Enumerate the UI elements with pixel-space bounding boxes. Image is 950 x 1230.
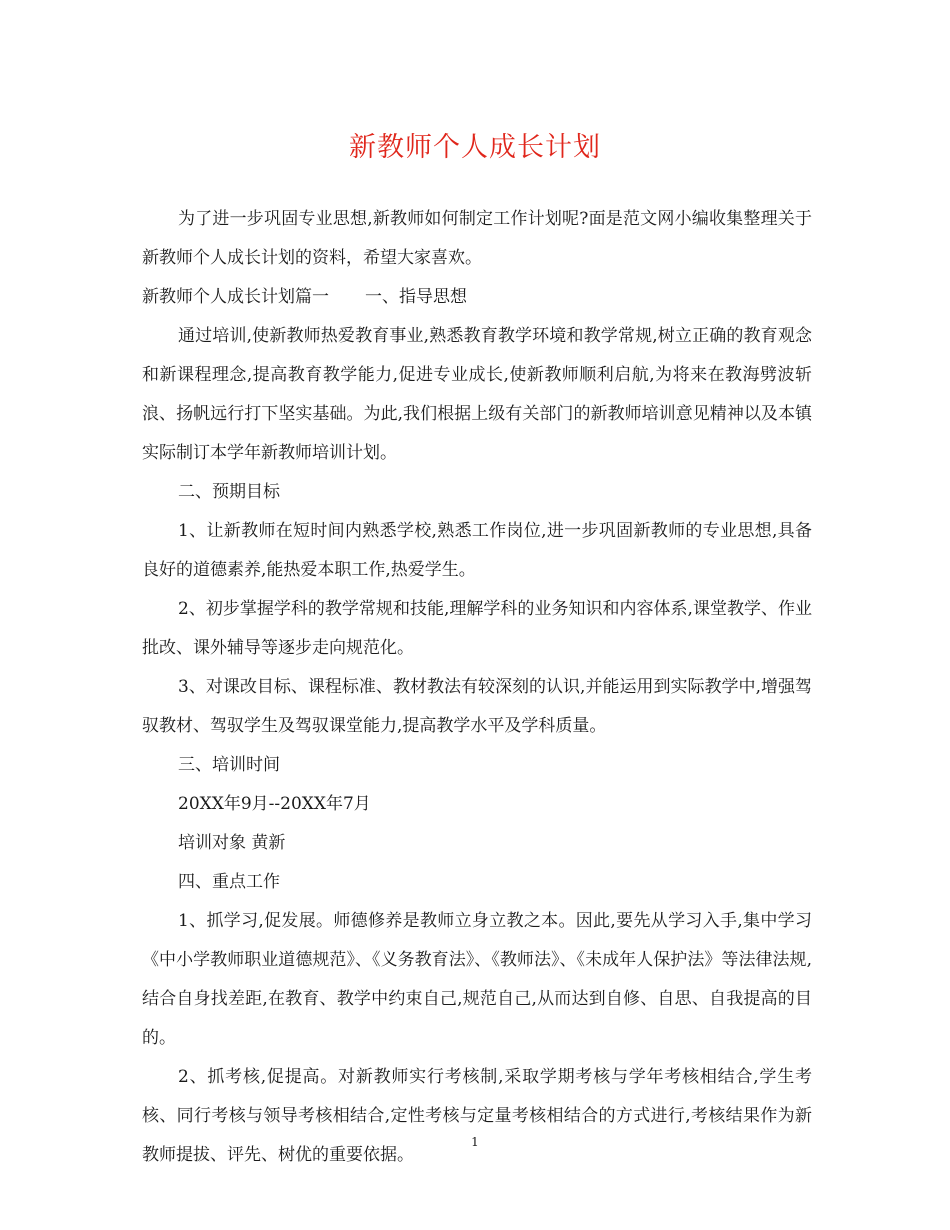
document-body [142,200,812,1175]
page-number: 1 [471,1135,479,1149]
guiding-paragraph: 通过培训,使新教师热爱教育事业,熟悉教育教学环境和教学常规,树立正确的教育观念和新课程理念,提高教育教学能力,促进专业成长,使新教师顺利启航,为将来在教海劈波斩浪、扬帆远行打下坚实基础。为此,我们根据上级有关部门的新教师培训意见精神以及本镇实际制订本学年新教师培训计划。 [142,326,812,463]
section-heading-goals: 二、预期目标 [178,482,280,502]
intro-paragraph: 为了进一步巩固专业思想,新教师如何制定工作计划呢?面是范文网小编收集整理关于新教师个人成长计划的资料，希望大家喜欢。 [142,209,812,268]
part-label: 新教师个人成长计划篇一 [142,287,329,307]
goal-item-1: 1、让新教师在短时间内熟悉学校,熟悉工作岗位,进一步巩固新教师的专业思想,具备良好的道德素养,能热爱本职工作,热爱学生。 [142,521,812,580]
training-period: 20XX年9月--20XX年7月 [178,794,371,814]
goal-item-3: 3、对课改目标、课程标准、教材教法有较深刻的认识,并能运用到实际教学中,增强驾驭教材、驾驭学生及驾驭课堂能力,提高教学水平及学科质量。 [142,677,812,736]
section-heading-key-work: 四、重点工作 [178,872,280,892]
key-work-item-2: 2、抓考核,促提高。对新教师实行考核制,采取学期考核与学年考核相结合,学生考核、同行考核与领导考核相结合,定性考核与定量考核相结合的方式进行,考核结果作为新教师提拔、评先、树优的重要依据。 [142,1067,812,1165]
section-heading-time: 三、培训时间 [178,755,280,775]
section-heading-row [142,278,812,317]
section-heading-guiding: 一、指导思想 [365,287,467,307]
training-target: 培训对象 黄新 [178,833,286,853]
document-title: 新教师个人成长计划 [349,132,601,163]
key-work-item-1: 1、抓学习,促发展。师德修养是教师立身立教之本。因此,要先从学习入手,集中学习《中小学教师职业道德规范》、《义务教育法》、《教师法》、《未成年人保护法》等法律法规,结合自身找差距,在教育、教学中约束自己,规范自己,从而达到自修、自思、自我提高的目的。 [142,911,812,1048]
goal-item-2: 2、初步掌握学科的教学常规和技能,理解学科的业务知识和内容体系,课堂教学、作业批改、课外辅导等逐步走向规范化。 [142,599,812,658]
